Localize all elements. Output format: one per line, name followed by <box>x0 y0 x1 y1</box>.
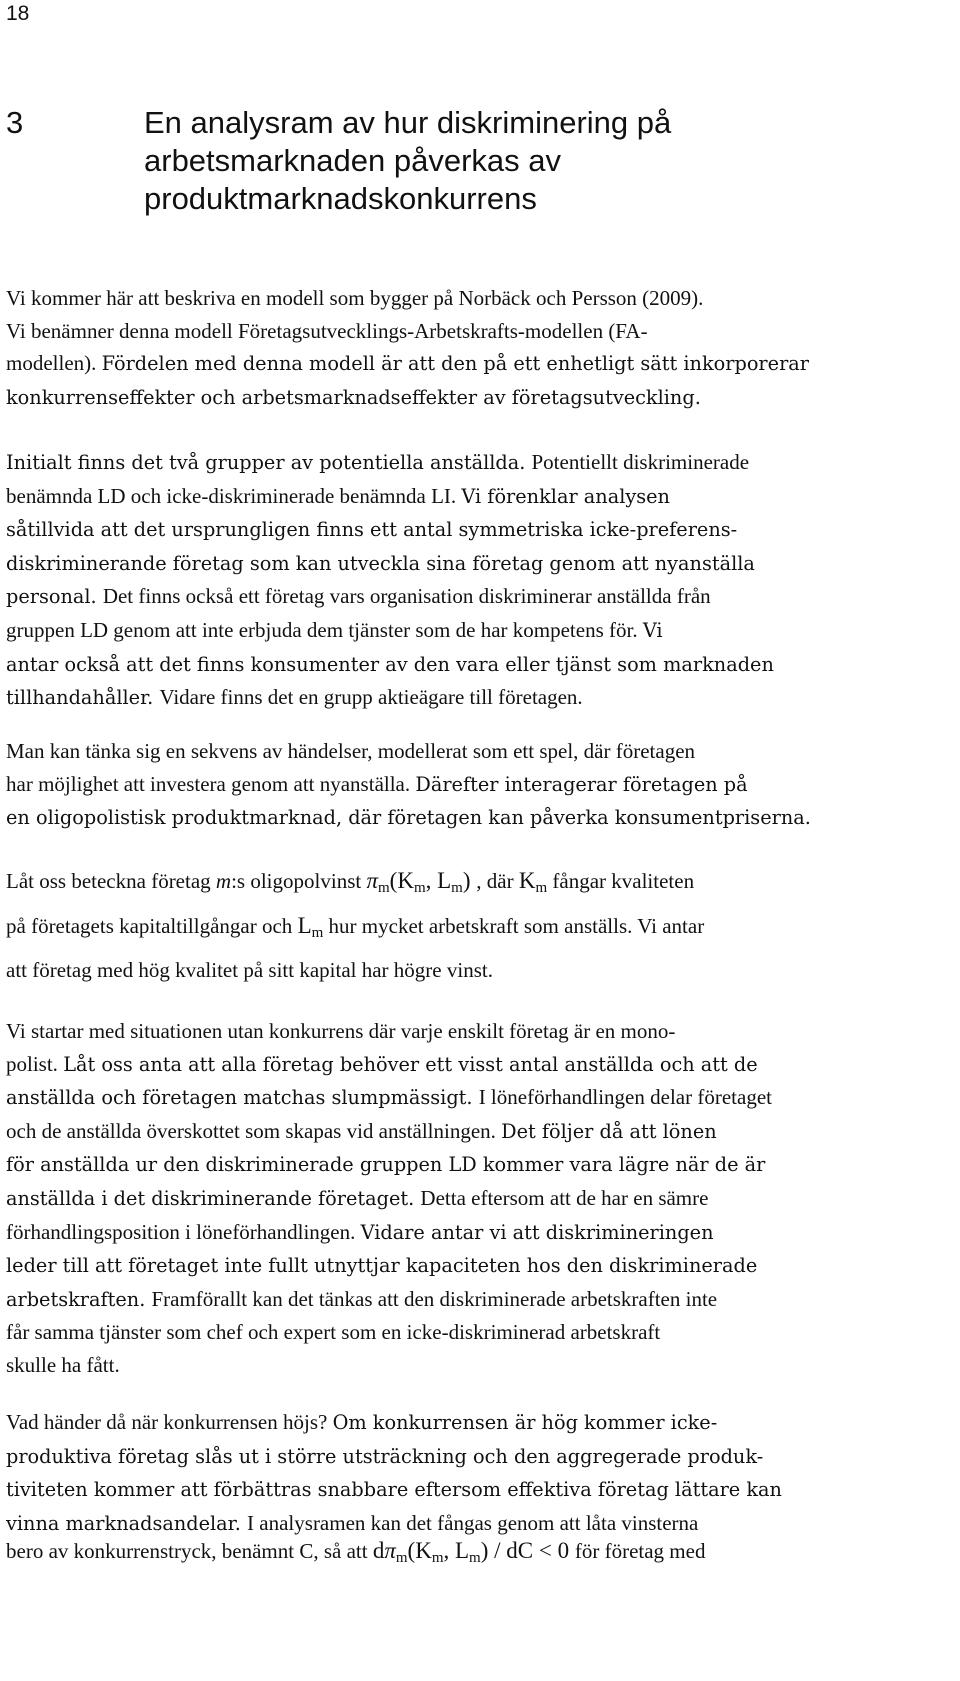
math-l: , L <box>443 1538 470 1563</box>
text-run: Man kan tänka sig en sekvens av händelser, modellerat som ett spel, där företagen har möjlighet att investera genom att nyanställa. <box>6 739 696 796</box>
paragraph-intro <box>6 282 950 414</box>
text-run: Vi startar med situationen utan konkurrens där varje enskilt företag är en mono- polist. <box>6 1019 676 1076</box>
text-run: Vi kommer här att beskriva en modell som bygger på Norbäck och Persson (2009). Vi benämner denna modell Företagsutvecklings-Arbetskrafts-modellen (FA- modellen). <box>6 286 704 376</box>
subscript-m: m <box>451 880 463 896</box>
derivative-formula <box>372 1538 575 1566</box>
math-line-derivative <box>6 1538 956 1567</box>
text-run: Vi förenklar analysen såtillvida att det ursprungligen finns ett antal symmetriska icke-preferens- diskriminerande företag som kan utveckla sina företag genom att nyanställa personal. <box>6 484 755 609</box>
math-k: (K <box>407 1538 432 1563</box>
paragraph-sequence <box>6 735 950 835</box>
paragraph-competition <box>6 1406 950 1540</box>
text-run: I löneförhandlingen delar företaget och de anställda överskottet som skapas vid anställningen. <box>6 1085 772 1143</box>
chapter-title: En analysram av hur diskriminering på arbetsmarknaden påverkas av produktmarknadskonkurrens <box>144 105 672 216</box>
text-run: Vad händer då när konkurrensen höjs? <box>6 1410 333 1434</box>
paragraph-groups <box>6 446 950 715</box>
capital-symbol <box>518 868 548 896</box>
math-d: d <box>372 1538 385 1563</box>
text-run: bero av konkurrenstryck, benämnt C, så att <box>6 1539 373 1563</box>
text-run: Detta eftersom att de har en sämre förhandlingsposition i löneförhandlingen. <box>6 1185 709 1244</box>
math-l: , L <box>425 868 452 893</box>
text-run: Det följer då att lönen för anställda ur den diskriminerade gruppen LD kommer vara lägre när de är anställda i det diskriminerande företaget. <box>6 1119 766 1210</box>
profit-formula <box>366 868 476 896</box>
text-run: Om konkurrensen är hög kommer icke- produktiva företag slås ut i större utsträckning och den aggregerade produk- tiviteten kommer att förbättras snabbare eftersom effektiva företag lättare kan vinna marknadsandelar. <box>6 1411 782 1535</box>
text-run: Låt oss anta att alla företag behöver ett visst antal anställda och att de anställda och företagen matchas slumpmässigt. <box>6 1052 758 1110</box>
text-run: på företagets kapitaltillgångar och <box>6 914 298 938</box>
labor-symbol <box>297 913 324 941</box>
math-line-labor <box>6 913 956 942</box>
text-run: Initialt finns det två grupper av potentiella anställda. <box>6 451 532 474</box>
subscript-m: m <box>469 1550 481 1566</box>
subscript-m: m <box>311 925 324 941</box>
text-run: :s oligopolvinst <box>231 869 367 893</box>
paragraph-monopoly <box>6 1015 950 1382</box>
subscript-m: m <box>395 1550 408 1566</box>
text-run: Låt oss beteckna företag <box>6 869 216 893</box>
page-number: 18 <box>6 2 30 25</box>
subscript-m: m <box>431 1550 444 1566</box>
text-run: Framförallt kan det tänkas att den diskriminerade arbetskraften inte får samma tjänster som chef och expert som en icke-diskriminerad arbetskraft skulle ha fått. <box>6 1286 718 1377</box>
subscript-m: m <box>413 880 426 896</box>
math-line-profit <box>6 868 956 897</box>
text-line-quality: att företag med hög kvalitet på sitt kapital har högre vinst. <box>6 958 493 982</box>
text-run: fångar kvaliteten <box>547 869 695 893</box>
subscript-m: m <box>535 880 548 896</box>
text-run: Vidare finns det en grupp aktieägare till företagen. <box>159 685 583 710</box>
math-k: (K <box>389 868 414 893</box>
firm-variable: m <box>215 869 232 893</box>
math-tail: ) / dC < 0 <box>480 1538 570 1563</box>
text-run: Vidare antar vi att diskrimineringen leder till att företaget inte fullt utnyttjar kapaciteten hos den diskriminerade arbetskraften. <box>6 1220 758 1311</box>
text-run: för företag med <box>574 1539 706 1563</box>
text-run: hur mycket arbetskraft som anställs. Vi antar <box>323 914 705 938</box>
chapter-number: 3 <box>6 105 24 140</box>
subscript-m: m <box>377 880 390 896</box>
text-run: Potentiellt diskriminerade benämnda LD och icke-diskriminerade benämnda LI. <box>6 450 750 508</box>
text-run: Fördelen med denna modell är att den på ett enhetligt sätt inkorporerar konkurrenseffekter och arbetsmarknadseffekter av företagsutveckling. <box>6 352 809 409</box>
math-paren: ) <box>462 868 471 893</box>
text-run: Därefter interagerar företagen på en oligopolistisk produktmarknad, där företagen kan påverka konsumentpriserna. <box>6 772 811 830</box>
math-l: L <box>297 913 312 938</box>
math-k: K <box>518 868 536 893</box>
text-run: , där <box>476 869 519 893</box>
text-run: Det finns också ett företag vars organisation diskriminerar anställda från gruppen LD genom att inte erbjuda dem tjänster som de har kompetens för. <box>6 584 711 642</box>
pi-symbol: π <box>366 868 378 893</box>
text-run: Vi antar också att det finns konsumenter av den vara eller tjänst som marknaden tillhandahåller. <box>6 618 774 710</box>
pi-symbol: π <box>384 1538 396 1563</box>
text-run: I analysramen kan det fångas genom att låta vinsterna <box>247 1510 699 1535</box>
